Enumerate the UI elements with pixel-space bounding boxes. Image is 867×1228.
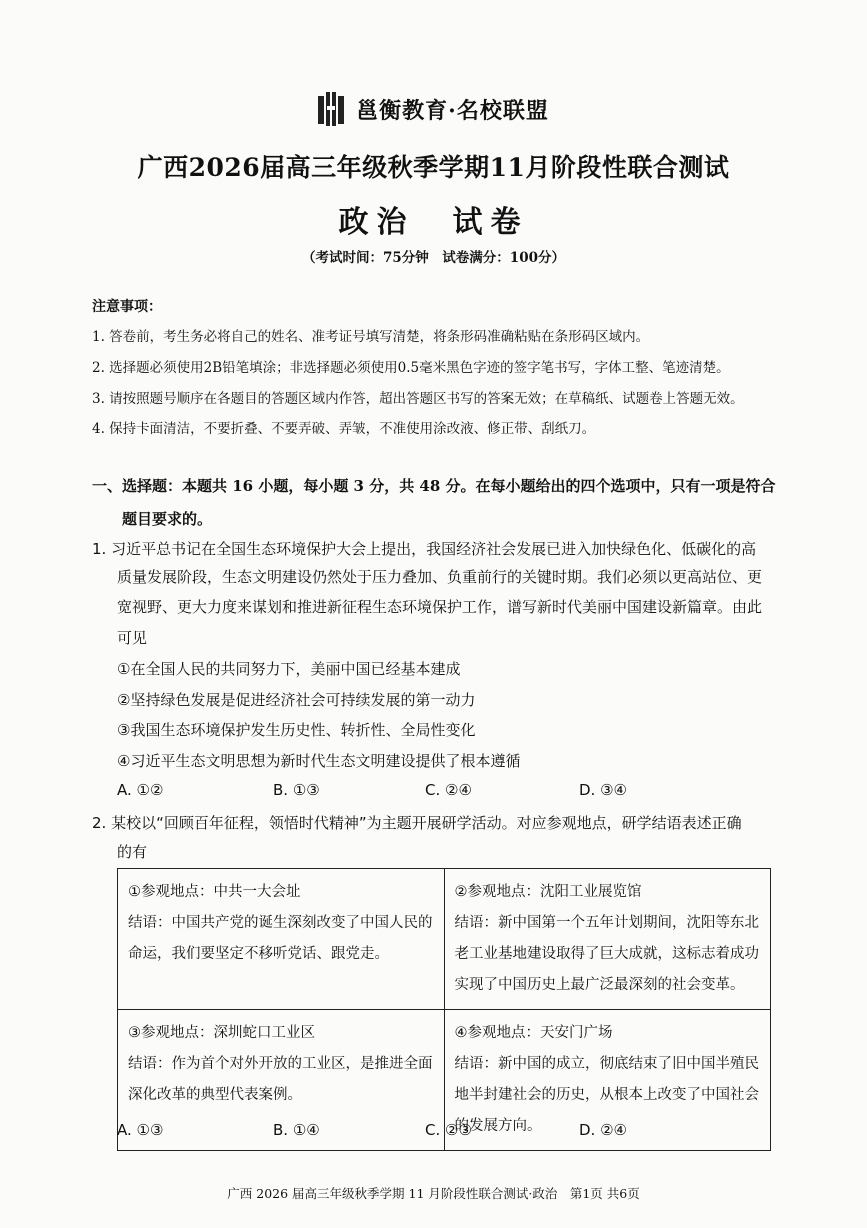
study-tour-cell bbox=[444, 869, 771, 1010]
paper-label: 试卷 bbox=[452, 205, 529, 240]
question-2-line: 的有 bbox=[117, 843, 148, 861]
subject-name: 政治 bbox=[338, 205, 415, 240]
notice-item: 2. 选择题必须使用2B铅笔填涂；非选择题必须使用0.5毫米黑色字迹的签字笔书写，字体工整、笔迹清楚。 bbox=[92, 360, 730, 376]
question-1-line: 1. 习近平总书记在全国生态环境保护大会上提出，我国经济社会发展已进入加快绿色化、低碳化的高 bbox=[92, 540, 757, 558]
notice-item: 4. 保持卡面清洁，不要折叠、不要弄破、弄皱，不准使用涂改液、修正带、刮纸刀。 bbox=[92, 421, 596, 437]
exam-info: （考试时间：75分钟 试卷满分：100分） bbox=[302, 250, 565, 266]
notice-item: 3. 请按照题号顺序在各题目的答题区域内作答，超出答题区书写的答案无效；在草稿纸、试题卷上答题无效。 bbox=[92, 391, 744, 407]
study-tour-table bbox=[117, 868, 771, 1151]
question-1-statement: ③我国生态环境保护发生历史性、转折性、全局性变化 bbox=[117, 721, 476, 739]
cell-place: ④参观地点：天安门广场 bbox=[454, 1025, 613, 1041]
section-heading-cont: 题目要求的。 bbox=[122, 510, 213, 528]
cell-text: 结语：新中国的成立，彻底结束了旧中国半殖民地半封建社会的历史，从根本上改变了中国社会的发展方向。 bbox=[454, 1056, 759, 1134]
question-2-option-d[interactable]: D. ②④ bbox=[579, 1121, 627, 1139]
notice-heading: 注意事项： bbox=[92, 299, 162, 315]
question-1-line: 宽视野、更大力度来谋划和推进新征程生态环境保护工作，谱写新时代美丽中国建设新篇章。由此 bbox=[117, 598, 763, 616]
subject-title bbox=[0, 197, 867, 241]
study-tour-cell bbox=[118, 869, 445, 1010]
logo-row bbox=[0, 92, 867, 126]
cell-place: ②参观地点：沈阳工业展览馆 bbox=[454, 884, 642, 900]
school-logo-icon bbox=[318, 92, 346, 126]
question-1-option-d[interactable]: D. ③④ bbox=[579, 781, 627, 799]
question-1-option-c[interactable]: C. ②④ bbox=[425, 781, 472, 799]
exam-title: 广西2026届高三年级秋季学期11月阶段性联合测试 bbox=[137, 153, 730, 182]
question-2-option-a[interactable]: A. ①③ bbox=[117, 1121, 164, 1139]
question-1-line: 可见 bbox=[117, 629, 148, 647]
question-1-option-b[interactable]: B. ①③ bbox=[273, 781, 320, 799]
cell-text: 结语：新中国第一个五年计划期间，沈阳等东北老工业基地建设取得了巨大成就，这标志着成功实现了中国历史上最广泛最深刻的社会变革。 bbox=[454, 915, 759, 993]
cell-text: 结语：中国共产党的诞生深刻改变了中国人民的命运，我们要坚定不移听党话、跟党走。 bbox=[128, 915, 433, 962]
question-2-line: 2. 某校以“回顾百年征程，领悟时代精神”为主题开展研学活动。对应参观地点，研学结语表述正确 bbox=[92, 814, 742, 832]
cell-place: ①参观地点：中共一大会址 bbox=[128, 884, 301, 900]
question-2-option-c[interactable]: C. ②③ bbox=[425, 1121, 472, 1139]
cell-text: 结语：作为首个对外开放的工业区，是推进全面深化改革的典型代表案例。 bbox=[128, 1056, 433, 1103]
question-1-statement: ②坚持绿色发展是促进经济社会可持续发展的第一动力 bbox=[117, 691, 476, 709]
question-1-statement: ①在全国人民的共同努力下，美丽中国已经基本建成 bbox=[117, 660, 461, 678]
question-2-option-b[interactable]: B. ①④ bbox=[273, 1121, 320, 1139]
logo-text: 邕衡教育·名校联盟 bbox=[356, 97, 549, 124]
cell-place: ③参观地点：深圳蛇口工业区 bbox=[128, 1025, 315, 1041]
page-footer: 广西 2026 届高三年级秋季学期 11 月阶段性联合测试·政治 第1页 共6页 bbox=[227, 1186, 640, 1201]
section-heading: 一、选择题：本题共 16 小题，每小题 3 分，共 48 分。在每小题给出的四个选项中，只有一项是符合 bbox=[92, 477, 776, 495]
question-1-line: 质量发展阶段，生态文明建设仍然处于压力叠加、负重前行的关键时期。我们必须以更高站位、更 bbox=[117, 568, 763, 586]
question-1-option-a[interactable]: A. ①② bbox=[117, 781, 164, 799]
notice-item: 1. 答卷前，考生务必将自己的姓名、准考证号填写清楚，将条形码准确粘贴在条形码区域内。 bbox=[92, 329, 650, 345]
question-1-statement: ④习近平生态文明思想为新时代生态文明建设提供了根本遵循 bbox=[117, 752, 521, 770]
